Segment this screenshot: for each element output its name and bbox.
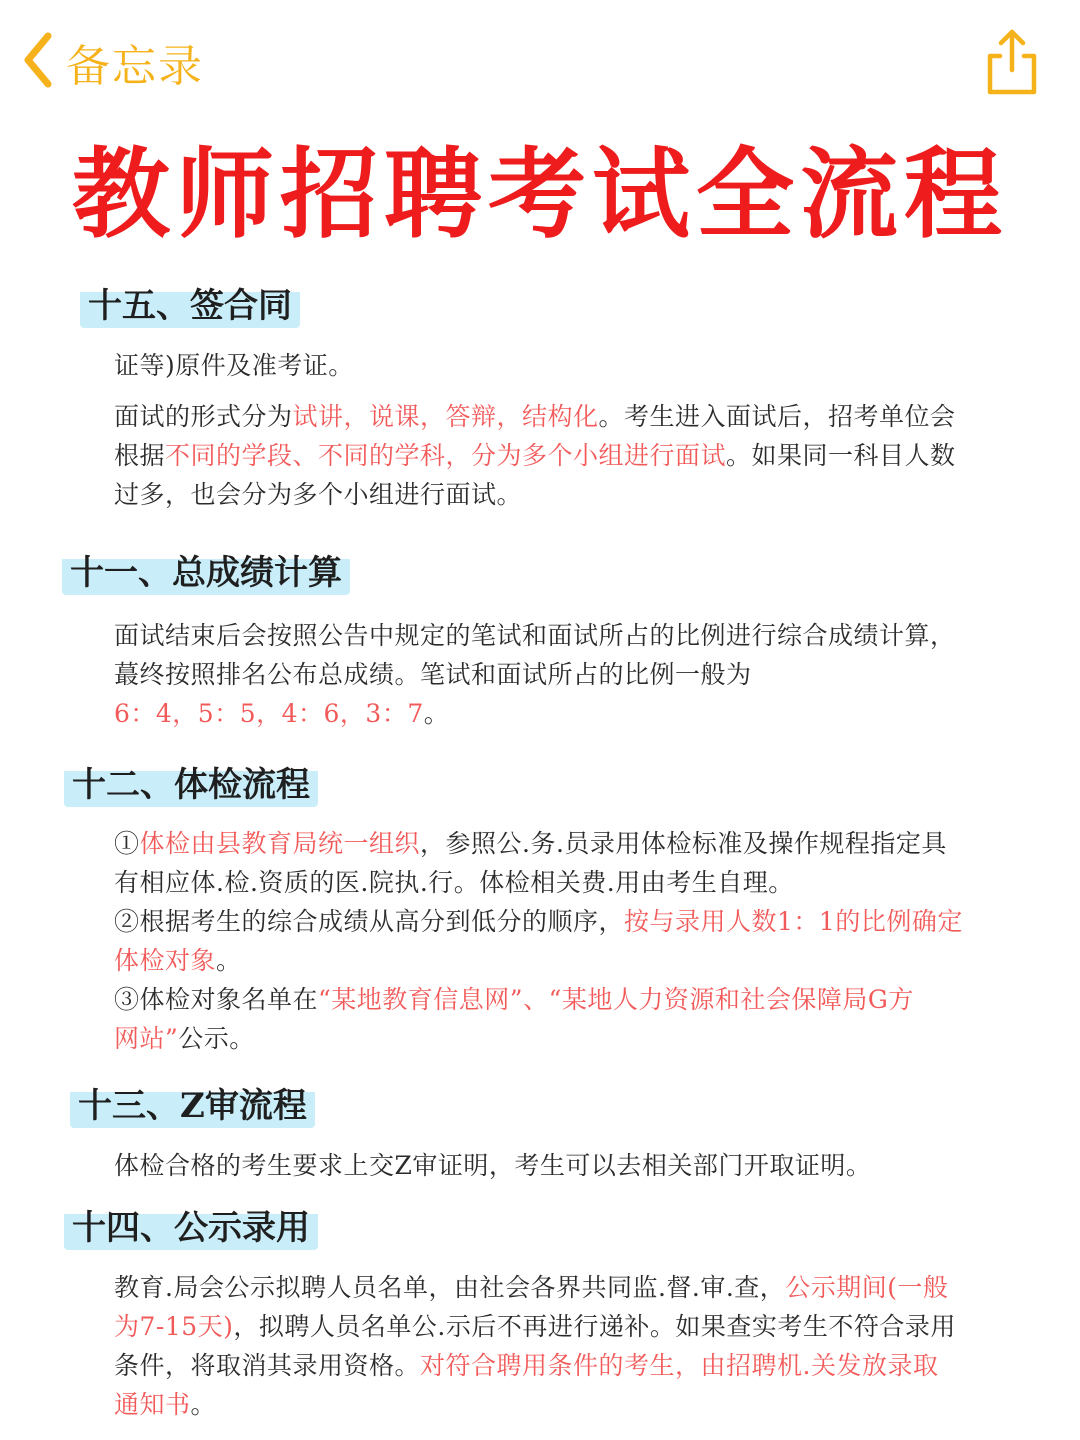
text-line — [114, 902, 1024, 941]
text-segment: 体检合格的考生要求上交Z审证明，考生可以去相关部门开取证明。 — [114, 1151, 872, 1180]
text-line — [114, 616, 1024, 655]
share-icon — [980, 83, 1044, 102]
text-segment: 条件，将取消其录用资格。 — [114, 1351, 421, 1380]
highlight-text: 为7-15天) — [114, 1312, 234, 1341]
text-segment: ，拟聘人员名单公.示后不再进行递补。如果查实考生不符合录用 — [233, 1312, 956, 1341]
text-segment: 。 — [190, 1390, 217, 1419]
text-line — [114, 694, 1024, 733]
text-segment: 蕞终按照排名公布总成绩。笔试和面试所占的比例一般为 — [114, 660, 752, 689]
text-segment: 面试结束后会按照公告中规定的笔试和面试所占的比例进行综合成绩计算， — [114, 621, 956, 650]
section-heading-total-score: 十一、总成绩计算 — [62, 551, 350, 595]
highlight-text: 通知书 — [114, 1390, 191, 1419]
section-body-medical-exam — [114, 824, 1024, 1058]
text-segment: 。 — [216, 946, 242, 975]
page-title: 教师招聘考试全流程 — [71, 138, 1008, 252]
section-body-total-score — [114, 616, 1024, 733]
text-line — [114, 1268, 1024, 1307]
highlight-text: 公示期间(一般 — [785, 1273, 949, 1302]
back-label: 备忘录 — [66, 41, 204, 92]
share-button[interactable] — [980, 26, 1044, 98]
paragraph-gap — [114, 385, 1024, 397]
text-segment: 。 — [423, 699, 450, 728]
text-segment: 有相应体.检.资质的医.院执.行。体检相关费.用由考生自理。 — [114, 868, 794, 897]
text-line — [114, 941, 1024, 980]
highlight-text: 网站” — [114, 1024, 179, 1053]
top-bar — [0, 0, 1080, 120]
highlight-text: 不同的学段、不同的学科，分为多个小组进行面试 — [165, 441, 727, 470]
text-line — [114, 1019, 1024, 1058]
text-line — [114, 655, 1024, 694]
text-line — [114, 1346, 1024, 1385]
section-heading-medical-exam: 十二、体检流程 — [64, 763, 318, 807]
highlight-text: 对符合聘用条件的考生，由招聘机.关发放录取 — [420, 1351, 939, 1380]
section-heading-review: 十三、Z审流程 — [70, 1084, 315, 1128]
text-line — [114, 863, 1024, 902]
text-line — [114, 346, 1024, 385]
back-button[interactable] — [18, 30, 204, 94]
highlight-text: 体检对象 — [114, 946, 217, 975]
text-line — [114, 475, 1024, 514]
text-line — [114, 1146, 1024, 1185]
text-segment: ③体检对象名单在 — [114, 985, 319, 1014]
highlight-text: 试讲，说课，答辩，结构化 — [292, 402, 599, 431]
text-segment: 教育.局会公示拟聘人员名单，由社会各界共同监.督.审.查， — [114, 1273, 786, 1302]
text-segment: ②根据考生的综合成绩从高分到低分的顺序， — [114, 907, 625, 936]
highlight-text: “某地教育信息网”、“某地人力资源和社会保障局G方 — [318, 985, 914, 1014]
text-line — [114, 436, 1024, 475]
section-body-publicity-hiring — [114, 1268, 1024, 1424]
text-segment: ① — [114, 829, 140, 858]
section-heading-publicity-hiring: 十四、公示录用 — [64, 1206, 318, 1250]
text-line — [114, 824, 1024, 863]
section-body-review — [114, 1146, 1024, 1185]
text-line — [114, 980, 1024, 1019]
section-body-sign-contract — [114, 346, 1024, 514]
text-segment: 。考生进入面试后，招考单位会 — [598, 402, 956, 431]
highlight-text: 按与录用人数1：1的比例确定 — [624, 907, 963, 936]
highlight-text: 体检由县教育局统一组织 — [139, 829, 421, 858]
text-line — [114, 1307, 1024, 1346]
highlight-text: 6：4，5：5，4：6，3：7 — [114, 699, 424, 728]
text-segment: 面试的形式分为 — [114, 402, 293, 431]
text-segment: 。如果同一科目人数 — [726, 441, 956, 470]
text-segment: 根据 — [114, 441, 166, 470]
chevron-left-icon — [18, 28, 58, 96]
text-line — [114, 1385, 1024, 1424]
text-line — [114, 397, 1024, 436]
section-heading-sign-contract: 十五、签合同 — [80, 284, 300, 328]
text-segment: 过多，也会分为多个小组进行面试。 — [114, 480, 523, 509]
text-segment: 公示。 — [178, 1024, 255, 1053]
text-segment: ，参照公.务.员录用体检标准及操作规程指定具 — [420, 829, 947, 858]
text-segment: 证等)原件及准考证。 — [114, 351, 354, 380]
